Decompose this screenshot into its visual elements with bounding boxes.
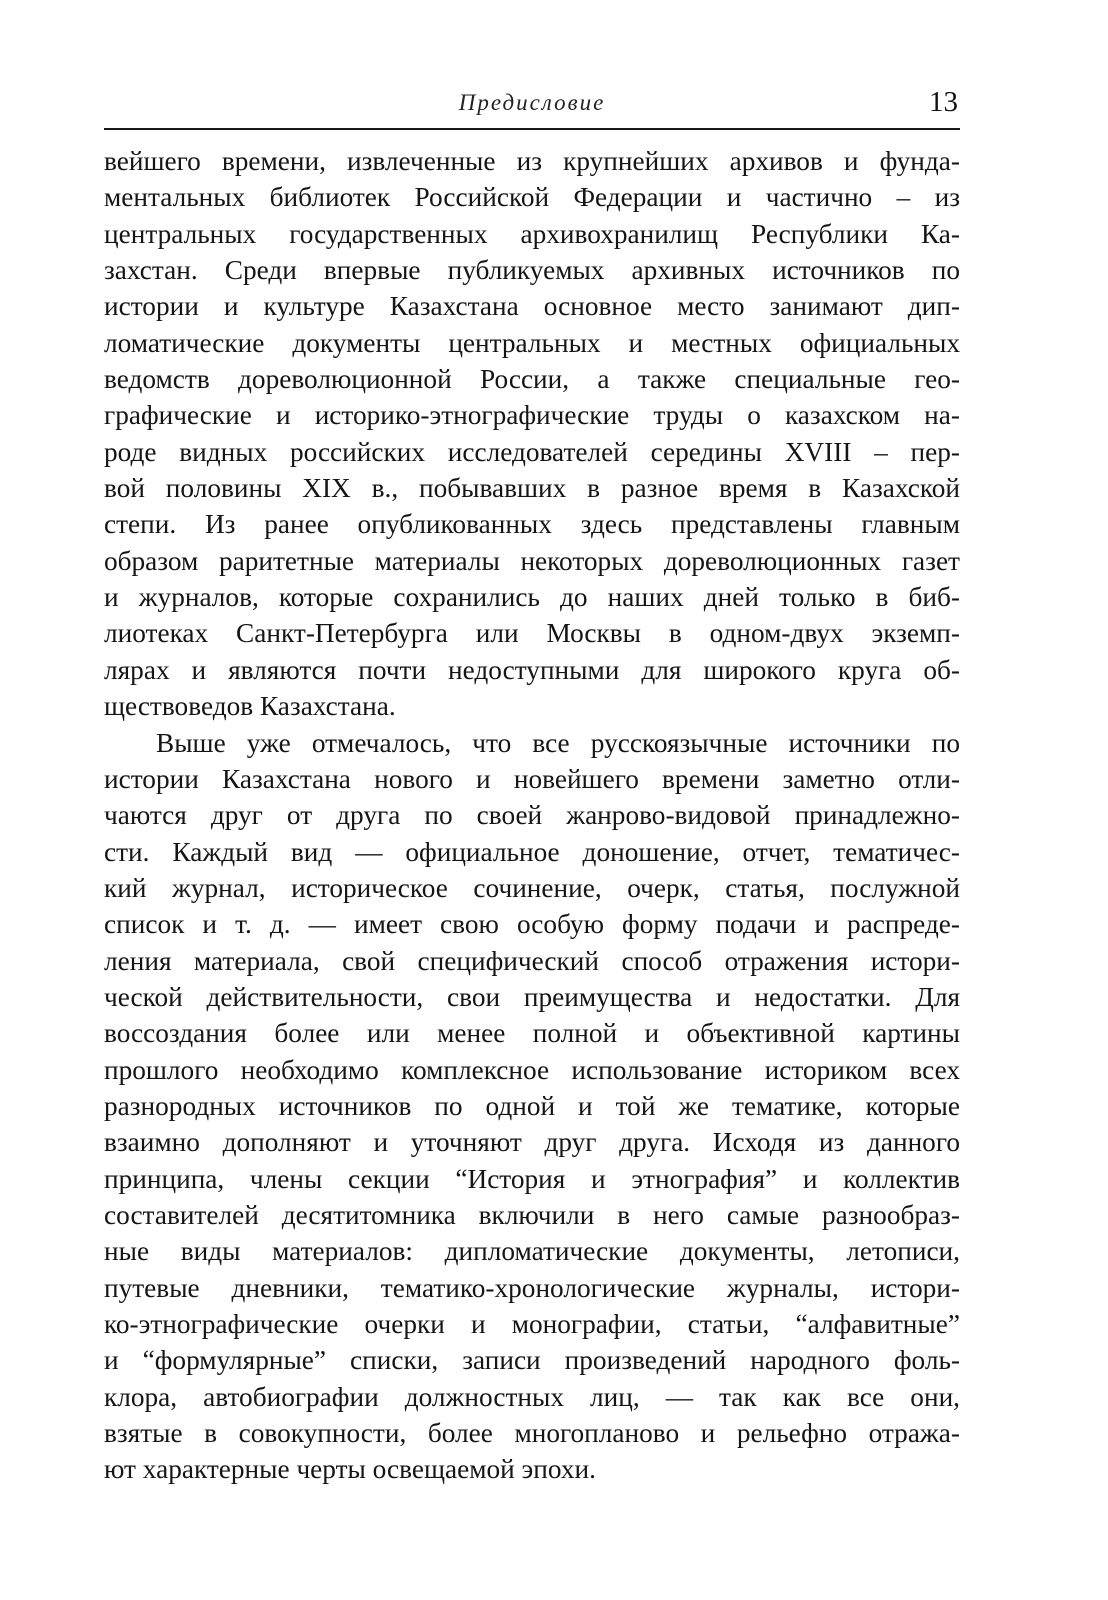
text-line: захстан. Среди впервые публикуемых архивных источников по bbox=[104, 255, 960, 286]
text-line: истории и культуре Казахстана основное место занимают дип- bbox=[104, 291, 960, 322]
text-line: и журналов, которые сохранились до наших дней только в биб- bbox=[104, 582, 960, 613]
text-line: вейшего времени, извлеченные из крупнейших архивов и фунда- bbox=[104, 146, 960, 176]
text-line: и “формулярные” списки, записи произведений народного фоль- bbox=[104, 1345, 960, 1376]
page-number: 13 bbox=[929, 86, 958, 118]
text-line: принципа, члены секции “История и этнография” и коллектив bbox=[104, 1163, 960, 1194]
text-line: чаются друг от друга по своей жанрово-видовой принадлежно- bbox=[104, 800, 960, 831]
text-line: ные виды материалов: дипломатические документы, летописи, bbox=[104, 1236, 960, 1267]
text-line: центральных государственных архивохранилищ Республики Ка- bbox=[104, 218, 960, 249]
text-line: список и т. д. — имеет свою особую форму подачи и распреде- bbox=[104, 909, 960, 940]
text-line: Выше уже отмечалось, что все русскоязычные источники по bbox=[156, 727, 960, 758]
text-line: разнородных источников по одной и той же тематике, которые bbox=[104, 1090, 960, 1121]
body-text bbox=[104, 143, 960, 1488]
text-line: лиотеках Санкт-Петербурга или Москвы в одном-двух экземп- bbox=[104, 618, 960, 649]
text-line: кий журнал, историческое сочинение, очерк, статья, послужной bbox=[104, 872, 960, 903]
text-line: вой половины XIX в., побывавших в разное время в Казахской bbox=[104, 473, 960, 504]
text-line: клора, автобиографии должностных лиц, — так как все они, bbox=[104, 1381, 960, 1412]
text-line: лярах и являются почти недоступными для широкого круга об- bbox=[104, 654, 960, 685]
text-line: составителей десятитомника включили в него самые разнообраз- bbox=[104, 1199, 960, 1230]
text-line: взаимно дополняют и уточняют друг друга. Исходя из данного bbox=[104, 1127, 960, 1158]
running-title: Предисловие bbox=[458, 90, 606, 115]
text-line: взятые в совокупности, более многопланово и рельефно отража- bbox=[104, 1418, 960, 1449]
text-line: графические и историко-этнографические труды о казахском на- bbox=[104, 400, 960, 431]
text-line: прошлого необходимо комплексное использование историком всех bbox=[104, 1054, 960, 1085]
text-line: образом раритетные материалы некоторых дореволюционных газет bbox=[104, 545, 960, 576]
running-header bbox=[104, 82, 960, 130]
text-line: сти. Каждый вид — официальное доношение, отчет, тематичес- bbox=[104, 836, 960, 867]
text-line: ления материала, свой специфический способ отражения истори- bbox=[104, 945, 960, 976]
text-line: ментальных библиотек Российской Федерации и частично – из bbox=[104, 182, 960, 213]
text-line: степи. Из ранее опубликованных здесь представлены главным bbox=[104, 509, 960, 540]
text-line: путевые дневники, тематико-хронологические журналы, истори- bbox=[104, 1272, 960, 1303]
paragraph-1 bbox=[104, 143, 960, 725]
text-line: истории Казахстана нового и новейшего времени заметно отли- bbox=[104, 763, 960, 794]
text-line: ведомств дореволюционной России, а также специальные гео- bbox=[104, 364, 960, 395]
text-line: ют характерные черты освещаемой эпохи. bbox=[104, 1454, 596, 1485]
text-line: ществоведов Казахстана. bbox=[104, 691, 396, 722]
text-line: ломатические документы центральных и местных официальных bbox=[104, 327, 960, 358]
text-line: роде видных российских исследователей середины XVIII – пер- bbox=[104, 436, 960, 467]
text-line: ко-этнографические очерки и монографии, статьи, “алфавитные” bbox=[104, 1309, 960, 1339]
text-line: ческой действительности, свои преимущества и недостатки. Для bbox=[104, 981, 960, 1012]
text-line: воссоздания более или менее полной и объективной картины bbox=[104, 1018, 960, 1049]
paragraph-2 bbox=[104, 725, 960, 1488]
